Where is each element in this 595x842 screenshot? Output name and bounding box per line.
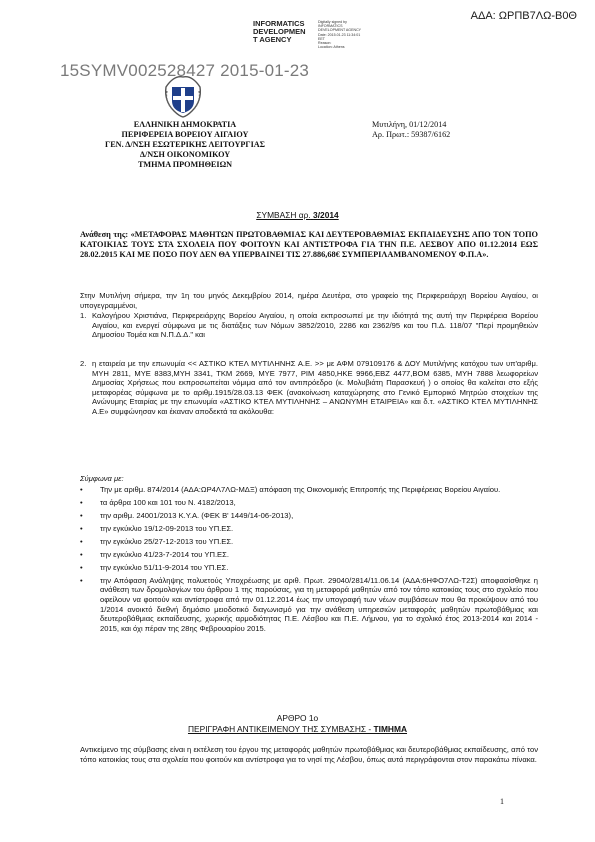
bullet-icon: • (80, 536, 83, 546)
party-item (80, 359, 538, 417)
contract-subject: Ανάθεση της: «ΜΕΤΑΦΟΡΑΣ ΜΑΘΗΤΩΝ ΠΡΩΤΟΒΑΘΜΙΑΣ ΚΑΙ ΔΕΥΤΕΡΟΒΑΘΜΙΑΣ ΕΚΠΑΙΔΕΥΣΗΣ ΑΠΟ ΤΟΝ ΤΟΠΟ ΚΑΤΟΙΚΙΑΣ ΤΟΥΣ ΣΤΑ ΣΧΟΛΕΙΑ ΠΟΥ ΦΟΙΤΟΥΝ ΚΑΙ ΑΝΤΙΣΤΡΟΦΑ ΓΙΑ ΤΗΝ Π.Ε. ΛΕΣΒΟΥ ΑΠΟ 01.12.2014 ΕΩΣ 28.02.2015 ΚΑΙ ΜΕ ΠΟΣΟ ΠΟΥ ΔΕΝ ΘΑ ΥΠΕΡΒΑΙΝΕΙ ΤΙΣ 27.886,68€ ΣΥΜΠΕΡΙΛΑΜΒΑΝΟΜΕΝΟΥ Φ.Π.Α». (80, 230, 538, 259)
signature-org-line: T AGENCY (253, 35, 292, 44)
contract-title-label: ΣΥΜΒΑΣΗ αρ. (256, 210, 311, 220)
list-item-text: την αριθμ. 24001/2013 Κ.Υ.Α. (ΦΕΚ Β' 1449/14-06-2013), (100, 510, 294, 520)
party-number: 1. (80, 311, 87, 320)
bullet-icon: • (80, 497, 83, 507)
list-item (80, 550, 538, 560)
page-number: 1 (500, 797, 504, 806)
list-item (80, 511, 538, 521)
signature-org-line: DEVELOPMEN (253, 27, 306, 36)
bullet-icon: • (80, 575, 83, 585)
list-item (80, 498, 538, 508)
list-item (80, 576, 538, 634)
signature-detail-line: Digitally signed by (318, 20, 347, 24)
signature-detail-line: INFORMATICS (318, 24, 343, 29)
list-item (80, 524, 538, 534)
considerations-list (80, 485, 538, 637)
bullet-icon: • (80, 549, 83, 559)
list-item-text: Την με αριθμ. 874/2014 (ΑΔΑ:ΩΡ4Λ7ΛΩ-ΜΔΞ) απόφαση της Οικονομικής Επιτροπής της Περιφέρειας Βορείου Αιγαίου. (100, 485, 501, 494)
article-title-text: ΠΕΡΙΓΡΑΦΗ ΑΝΤΙΚΕΙΜΕΝΟΥ ΤΗΣ ΣΥΜΒΑΣΗΣ - (187, 724, 374, 734)
bullet-icon: • (80, 510, 83, 520)
signature-detail-line: EET (318, 36, 325, 41)
list-item (80, 485, 538, 495)
list-item-text: την Απόφαση Ανάληψης πολυετούς Υποχρέωσης με αριθ. Πρωτ. 29040/2814/11.06.14 (ΑΔΑ:6ΗΦΟ7ΛΩ-Τ2Σ) αποφασίσθηκε η ανάθεση των δρομολογίων του άρθρου 1 της παρούσας, για τη μεταφορά μαθητών από τον τόπο κατοικίας τους στο σχολείο που οφείλουν να φοιτούν και αντίστροφα από την 01.12.2014 έως την υπογραφή των νέων συμβάσεων που θα προκύψουν από του 1/2014 ανοικτό διεθνή δημόσιο μειοδοτικό διαγωνισμό για την ανάθεση υπηρεσιών μεταφοράς μαθητών πρωτοβάθμιας και δευτεροβάθμιας εκπαίδευσης, χωρικής αρμοδιότητας Π.Ε. Λέσβου και Π.Ε. Λήμνου, για το σχολικό έτος 2013-2014 και 2014 - 2015, και όχι πέραν της 28ης Φεβρουαρίου 2015. (100, 575, 538, 633)
object-paragraph: Αντικείμενο της σύμβασης είναι η εκτέλεση του έργου της μεταφοράς μαθητών πρωτοβάθμιας και δευτεροβάθμιας εκπαίδευσης, από τον τόπο κατοικίας τους στα σχολεία που φοιτούν και αντίστροφα για το νησί της Λέσβου, όπως αυτά περιγράφονται στον παρακάτω πίνακα. (80, 745, 538, 764)
considering-label: Σύμφωνα με: (80, 474, 124, 483)
signature-detail-line: DEVELOPMENT AGENCY (318, 28, 362, 33)
authority-header (105, 120, 265, 170)
signature-details (318, 20, 361, 49)
protocol-number: Αρ. Πρωτ.: 59387/6162 (372, 130, 451, 139)
signature-org-line: INFORMATICS (253, 19, 305, 28)
contract-title (0, 210, 595, 220)
contract-number: 3/2014 (313, 210, 339, 220)
place-date: Μυτιλήνη, 01/12/2014 (372, 120, 447, 129)
list-item-text: τα άρθρα 100 και 101 του Ν. 4182/2013, (100, 497, 236, 507)
article-number: ΑΡΘΡΟ 1ο (276, 713, 319, 723)
header-line: ΕΛΛΗΝΙΚΗ ΔΗΜΟΚΡΑΤΙΑ (133, 120, 237, 129)
greek-emblem-icon (160, 73, 206, 119)
party-number: 2. (80, 359, 87, 368)
list-item-text: την εγκύκλιο 41/23-7-2014 του ΥΠ.ΕΣ. (100, 549, 229, 559)
header-line: ΠΕΡΙΦΕΡΕΙΑ ΒΟΡΕΙΟΥ ΑΙΓΑΙΟΥ (121, 130, 249, 139)
bullet-icon: • (80, 523, 83, 533)
article-title (0, 724, 595, 734)
signature-organization (253, 20, 306, 44)
party-text: η εταιρεία με την επωνυμία << ΑΣΤΙΚΟ ΚΤΕΛ ΜΥΤΙΛΗΝΗΣ Α.Ε. >> με ΑΦΜ 079109176 & ΔΟΥ Μυτιλήνης κατόχου των υπ'αριθμ. ΜΥΗ 2811, ΜΥΕ 8383,ΜΥΗ 3341, ΤΚΜ 2669, ΜΥΕ 7977, ΡΙΜ 4850,ΗΚΕ 9966,ΕΒΖ 4477,ΒΟΜ 6385, ΜΥΗ 7888 λεωφορείων Δημοσίας Χρήσεως που εκπροσωπείται νόμιμα από τον αντιπρόεδρο (κ. Μολυβιάτη Παρασκευή ) ο οποίος θα καλείται στο εξής μεταφορέας σύμφωνα με το αριθμ.1915/28.03.13 ΦΕΚ (ανακοίνωση καταχώρησης στο Γενικό Εμπορικό Μητρώο στοιχείων της Ανώνυμης Εταιρίας με την επωνυμία «ΑΣΤΙΚΟ ΚΤΕΛ ΜΥΤΙΛΗΝΗΣ – ΑΝΩΝΥΜΗ ΕΤΑΙΡΕΙΑ» και δ.τ. «ΑΣΤΙΚΟ ΚΤΕΛ ΜΥΤΙΛΗΝΗΣ Α.Ε» συμφώνησαν και έκαναν αποδεκτά τα ακόλουθα: (92, 359, 538, 416)
party-item (80, 311, 538, 340)
signature-detail-line: Location: Athens (318, 45, 345, 50)
list-item (80, 537, 538, 547)
ada-code: ΑΔΑ: ΩΡΠΒ7ΛΩ-Β0Θ (470, 10, 577, 22)
place-date-block (372, 120, 450, 140)
intro-paragraph: Στην Μυτιλήνη σήμερα, την 1η του μηνός Δεκεμβρίου 2014, ημέρα Δευτέρα, στο γραφείο της Περιφερειάρχη Βορείου Αιγαίου, οι υπογεγραμμένοι, (80, 291, 538, 310)
header-line: Δ/ΝΣΗ ΟΙΚΟΝΟΜΙΚΟΥ (139, 150, 231, 159)
signature-detail-line: Date: 2015.01.23 11:34:01 (318, 32, 361, 37)
list-item-text: την εγκύκλιο 51/11-9-2014 του ΥΠ.ΕΣ. (100, 562, 229, 572)
party-text: Καλογήρου Χριστιάνα, Περιφερειάρχης Βορείου Αιγαίου, η οποία εκπροσωπεί με την ιδιότητά της αυτή την Περιφέρεια Βορείου Αιγαίου, και ενεργεί σύμφωνα με τις διατάξεις των Νόμων 3852/2010, 2286 και 2362/95 και του Π.Δ. 118/07 "Περί προμηθειών Δημοσίου Τομέα και Ν.Π.Δ.Δ." και (92, 311, 538, 340)
article-title-price: ΤΙΜΗΜΑ (373, 724, 408, 734)
list-item (80, 563, 538, 573)
bullet-icon: • (80, 562, 83, 572)
registry-stamp: 15SYMV002528427 2015-01-23 (60, 61, 310, 80)
header-line: ΤΜΗΜΑ ΠΡΟΜΗΘΕΙΩΝ (137, 160, 233, 169)
bullet-icon: • (80, 485, 83, 494)
header-line: ΓΕΝ. Δ/ΝΣΗ ΕΣΩΤΕΡΙΚΗΣ ΛΕΙΤΟΥΡΓΙΑΣ (105, 140, 266, 149)
list-item-text: την εγκύκλιο 19/12-09-2013 του ΥΠ.ΕΣ. (100, 523, 234, 533)
signature-detail-line: Reason: (318, 41, 332, 46)
list-item-text: την εγκύκλιο 25/27-12-2013 του ΥΠ.ΕΣ. (100, 536, 234, 546)
